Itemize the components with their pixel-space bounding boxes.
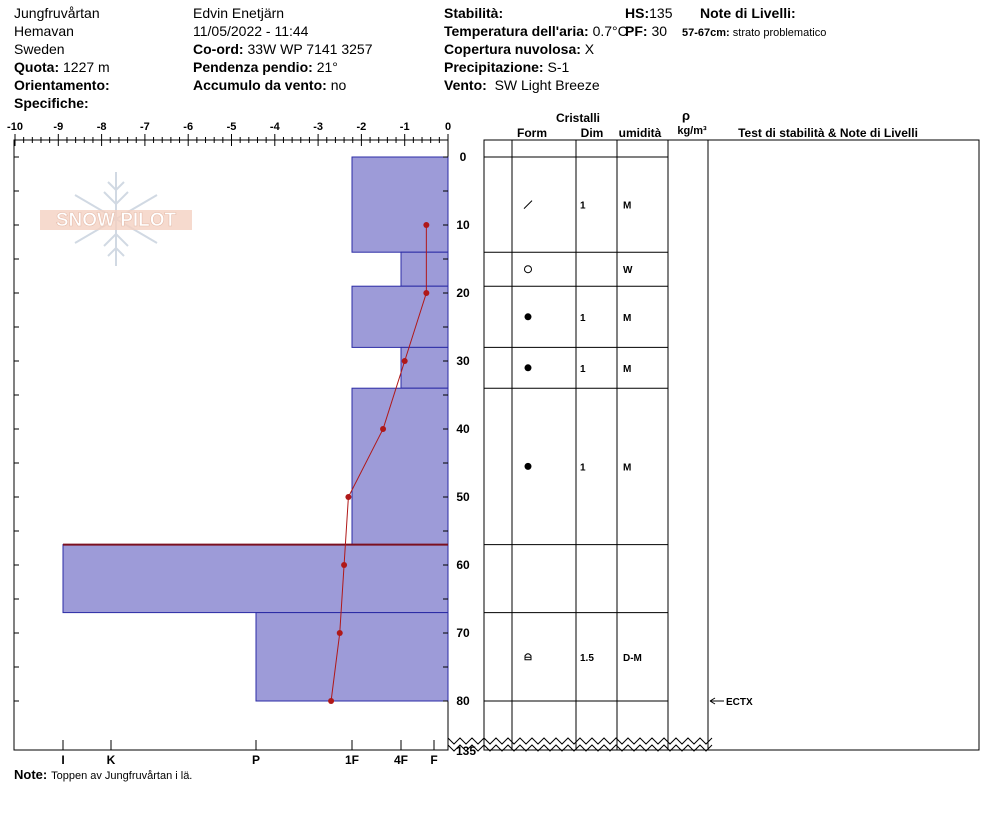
- temperature-point: [380, 426, 386, 432]
- layer-table-frame: [484, 140, 979, 750]
- elevation-value: 1227 m: [63, 59, 110, 75]
- depth-axis-label: 30: [456, 354, 470, 368]
- wetness-value: M: [623, 363, 632, 375]
- wetness-value: W: [623, 265, 633, 277]
- depth-axis-label: 80: [456, 694, 470, 708]
- depth-axis-label: 70: [456, 626, 470, 640]
- crystal-form-slash-icon: [524, 201, 532, 209]
- wetness-value: M: [623, 312, 632, 324]
- temp-axis-label: -10: [7, 121, 23, 133]
- cloud-cover-label: Copertura nuvolosa:: [444, 41, 581, 57]
- crystal-size-value: 1.5: [580, 652, 594, 664]
- depth-axis-label: 40: [456, 422, 470, 436]
- elevation-label: Quota:: [14, 59, 60, 75]
- location-name: Jungfruvårtan: [14, 5, 100, 21]
- temp-axis-label: -1: [399, 121, 410, 133]
- crystal-form-dot-icon: [525, 463, 532, 470]
- header-density-unit: kg/m³: [677, 125, 707, 137]
- observer-name: Edvin Enetjärn: [193, 5, 285, 21]
- hs-value: 135: [649, 5, 673, 21]
- hardness-layer-bar: [401, 347, 448, 388]
- pf-label: PF:: [625, 23, 648, 39]
- temperature-point: [328, 698, 334, 704]
- crystal-form-dot-icon: [525, 364, 532, 371]
- temperature-point: [337, 630, 343, 636]
- pf-value: 30: [651, 23, 668, 39]
- crystal-form-dot-icon: [525, 313, 532, 320]
- crystal-size-value: 1: [580, 462, 586, 474]
- depth-axis-label: 60: [456, 558, 470, 572]
- depth-axis-label: 0: [459, 150, 467, 164]
- temperature-point: [423, 290, 429, 296]
- snowpilot-logo: [40, 172, 192, 266]
- axis-break-zigzag-upper: [448, 738, 712, 744]
- wind-value: SW Light Breeze: [494, 77, 600, 93]
- wind-loading-label: Accumulo da vento:: [193, 77, 327, 93]
- specifics-label: Specifiche:: [14, 95, 89, 111]
- crystal-form-circle-icon: [525, 266, 532, 273]
- hardness-label: 4F: [393, 753, 409, 767]
- temp-axis-label: -4: [269, 121, 280, 133]
- footer-note-label: Note:: [14, 767, 48, 782]
- depth-axis-label: 20: [456, 286, 470, 300]
- coordinates-label: Co-ord:: [193, 41, 244, 57]
- header-dim: Dim: [580, 126, 604, 140]
- stability-test-label: ECTX: [726, 697, 753, 708]
- depth-axis-label: 10: [456, 218, 470, 232]
- observation-datetime: 11/05/2022 - 11:44: [193, 23, 309, 39]
- hardness-label: K: [106, 753, 116, 767]
- header-form: Form: [517, 126, 547, 140]
- coordinates-value: 33W WP 7141 3257: [247, 41, 373, 57]
- slope-value: 21°: [316, 59, 338, 75]
- temp-axis-label: -3: [313, 121, 323, 133]
- layer-note-range: 57-67cm:: [682, 27, 730, 39]
- hardness-layer-bar: [256, 613, 448, 701]
- temp-axis-label: -9: [53, 121, 64, 133]
- slope-label: Pendenza pendio:: [193, 59, 313, 75]
- layer-note-text: strato problematico: [732, 27, 827, 39]
- wetness-value: M: [623, 200, 632, 212]
- depth-axis-bottom-label: 135: [455, 744, 477, 758]
- temp-axis-label: -5: [226, 121, 237, 133]
- logo-text: SNOW PILOT: [55, 210, 177, 231]
- hardness-label: 1F: [344, 753, 360, 767]
- footer-note-text: Toppen av Jungfruvårtan i lä.: [51, 770, 193, 782]
- header-umidita: umidità: [618, 126, 662, 140]
- air-temp-label: Temperatura dell'aria:: [444, 23, 589, 39]
- hardness-layer-bar: [352, 157, 448, 252]
- crystal-form-cup-icon: [525, 654, 531, 660]
- wetness-value: M: [623, 462, 632, 474]
- temp-axis-label: -7: [140, 121, 150, 133]
- precipitation-value: S-1: [547, 59, 570, 75]
- region-name: Hemavan: [14, 23, 74, 39]
- hardness-layer-bar: [352, 286, 448, 347]
- hardness-label: P: [251, 753, 261, 767]
- aspect-label: Orientamento:: [14, 77, 110, 93]
- depth-axis-label: 50: [456, 490, 470, 504]
- crystal-size-value: 1: [580, 200, 586, 212]
- crystal-size-value: 1: [580, 312, 586, 324]
- layer-notes-title: Note di Livelli:: [700, 5, 796, 21]
- crystal-size-value: 1: [580, 363, 586, 375]
- header-rho: ρ: [681, 108, 691, 123]
- header-tests: Test di stabilità & Note di Livelli: [738, 126, 918, 140]
- temperature-point: [341, 562, 347, 568]
- hardness-label: I: [61, 753, 65, 767]
- hardness-layer-bar: [63, 545, 448, 613]
- temperature-point: [423, 222, 429, 228]
- temperature-point: [345, 494, 351, 500]
- cloud-cover-value: X: [584, 41, 595, 57]
- stability-label: Stabilità:: [444, 5, 504, 21]
- precipitation-label: Precipitazione:: [444, 59, 544, 75]
- layer-table: [484, 140, 753, 750]
- hardness-label: F: [430, 753, 438, 767]
- temp-axis-label: -6: [183, 121, 194, 133]
- air-temp-value: 0.7°C: [592, 23, 628, 39]
- hardness-layer-bar: [401, 252, 448, 286]
- wetness-value: D-M: [623, 652, 642, 664]
- temp-axis-label: -8: [96, 121, 107, 133]
- hs-label: HS:: [625, 5, 650, 21]
- temp-axis-label: -2: [356, 121, 367, 133]
- header-cristalli: Cristalli: [555, 111, 601, 125]
- wind-loading-value: no: [330, 77, 347, 93]
- wind-label: Vento:: [444, 77, 487, 93]
- country-name: Sweden: [14, 41, 65, 57]
- temperature-point: [402, 358, 408, 364]
- temp-axis-label: 0: [444, 121, 452, 133]
- hardness-layer-bar: [352, 388, 448, 544]
